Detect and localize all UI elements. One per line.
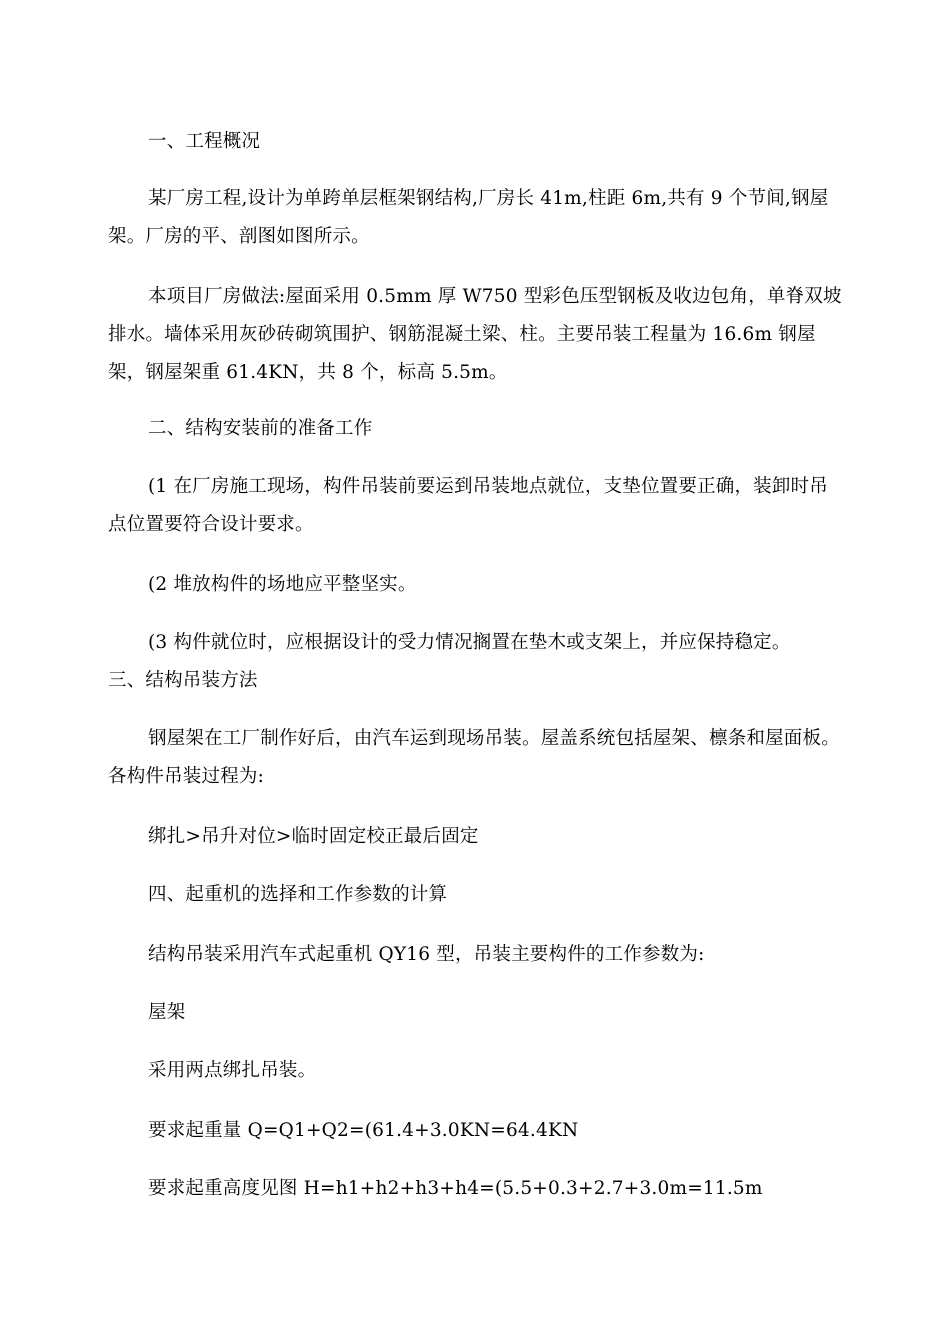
section-heading-4: 四、起重机的选择和工作参数的计算	[148, 884, 448, 905]
paragraph-hoisting-method: 钢屋架在工厂制作好后，由汽车运到现场吊装。屋盖系统包括屋架、檩条和屋面板。各构件吊装过程为:	[108, 728, 840, 787]
paragraph-hoisting-process: 绑扎>吊升对位>临时固定校正最后固定	[148, 826, 479, 847]
paragraph-lifting-weight: 要求起重量 Q=Q1+Q2=(61.4+3.0KN=64.4KN	[148, 1120, 579, 1141]
paragraph-project-overview: 某厂房工程,设计为单跨单层框架钢结构,厂房长 41m,柱距 6m,共有 9 个节间,钢屋架。厂房的平、剖图如图所示。	[108, 188, 829, 247]
paragraph-binding-method: 采用两点绑扎吊装。	[148, 1060, 317, 1081]
paragraph-prep-item-1: (1 在厂房施工现场，构件吊装前要运到吊装地点就位，支垫位置要正确，装卸时吊点位置要符合设计要求。	[108, 476, 828, 535]
paragraph-crane-selection: 结构吊装采用汽车式起重机 QY16 型，吊装主要构件的工作参数为:	[148, 944, 705, 965]
section-heading-3: 三、结构吊装方法	[108, 670, 258, 691]
paragraph-construction-method: 本项目厂房做法:屋面采用 0.5mm 厚 W750 型彩色压型钢板及收边包角，单脊双坡排水。墙体采用灰砂砖砌筑围护、钢筋混凝土梁、柱。主要吊装工程量为 16.6m 钢屋架，钢屋架重 61.4KN，共 8 个，标高 5.5m。	[108, 286, 842, 383]
paragraph-prep-item-2: (2 堆放构件的场地应平整坚实。	[148, 574, 417, 595]
paragraph-prep-item-3: (3 构件就位时，应根据设计的受力情况搁置在垫木或支架上，并应保持稳定。	[148, 632, 791, 653]
section-heading-2: 二、结构安装前的准备工作	[148, 418, 373, 439]
section-heading-1: 一、工程概况	[148, 131, 261, 152]
paragraph-lifting-height: 要求起重高度见图 H=h1+h2+h3+h4=(5.5+0.3+2.7+3.0m=11.5m	[148, 1178, 763, 1199]
paragraph-roof-truss: 屋架	[148, 1002, 186, 1023]
